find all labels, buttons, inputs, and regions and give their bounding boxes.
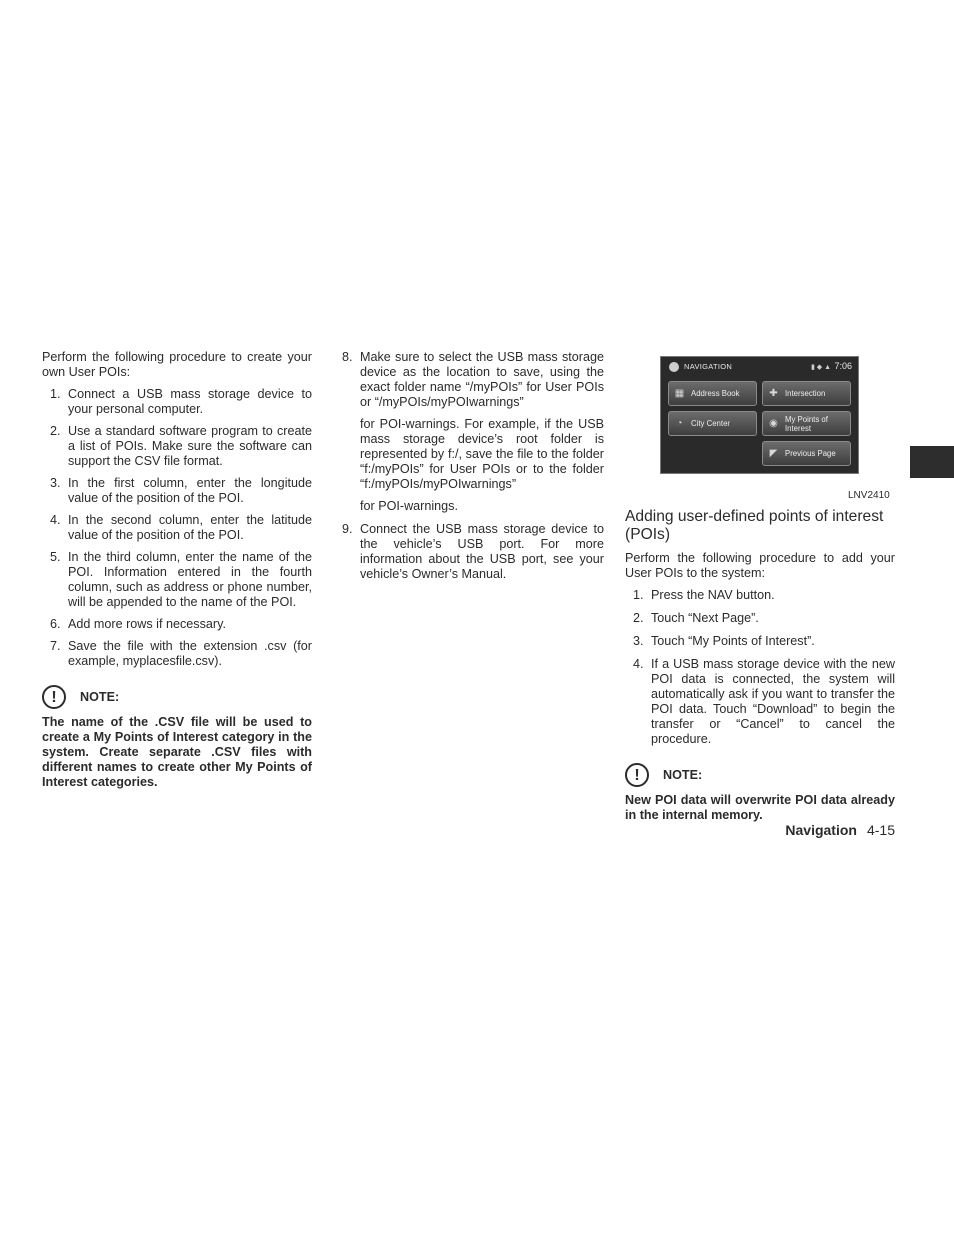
caution-icon: ! (625, 763, 649, 787)
list-item: 2. Touch “Next Page”. (633, 611, 759, 625)
list-item: 3. Touch “My Points of Interest”. (633, 634, 815, 648)
status-icons: ▮ ◆ ▲ (811, 364, 832, 371)
my-points-of-interest-button[interactable]: ◉ My Points of Interest (762, 411, 851, 436)
list-item: 4. In the second column, enter the latitude value of the position of the POI. (50, 513, 312, 542)
caution-icon: ! (42, 685, 66, 709)
figure-code: LNV2410 (848, 490, 890, 501)
list-item: 3. In the first column, enter the longitude value of the position of the POI. (50, 476, 312, 505)
list-item: 2. Use a standard software program to create a list of POIs. Make sure the software can support the CSV file format. (50, 424, 312, 468)
intersection-button[interactable]: ✚ Intersection (762, 381, 851, 406)
address-book-icon: ▦ (674, 388, 685, 399)
note-text: New POI data will overwrite POI data already in the internal memory. (625, 793, 895, 822)
step-text: Connect the USB mass storage device to the vehicle’s USB port. For more information about the USB port, see your vehicle’s Owner’s Manual. (360, 522, 604, 581)
list-item: 9. Connect the USB mass storage device to the vehicle’s USB port. For more information about the USB port, see your vehicle’s Owner’s Manual. (342, 522, 604, 581)
note-label: NOTE: (80, 689, 120, 704)
list-item: 4. If a USB mass storage device with the new POI data is connected, the system will automatically ask if you want to transfer the POI data. Touch “Download” to begin the transfer or “Cancel” to cancel the procedure. (633, 657, 895, 746)
list-item: 6. Add more rows if necessary. (50, 617, 226, 631)
step-text: Make sure to select the USB mass storage device as the location to save, using the exact folder name “/myPOIs” for User POIs or “/myPOIs/myPOIwarnings” (360, 350, 604, 409)
note-text: The name of the .CSV file will be used to create a My Points of Interest category in the system. Create separate .CSV files with different names to create other My Points of Interest categories. (42, 715, 312, 789)
create-poi-steps-continued (338, 350, 604, 582)
list-item: 8. Make sure to select the USB mass storage device as the location to save, using the exact folder name “/myPOIs” for User POIs or “/myPOIs/myPOIwarnings” for POI-warnings. For example, if the USB mass storage device’s root folder is represented by f:/, save the file to the folder “f:/myPOIs” for User POIs or to the folder “f:/myPOIs/myPOIwarnings” for POI-warnings. (342, 350, 604, 513)
footer-section: Navigation (785, 822, 857, 838)
left-column (42, 350, 312, 790)
previous-page-icon: ◤ (769, 448, 778, 459)
screen-title: NAVIGATION (684, 362, 733, 371)
note-heading (625, 763, 895, 787)
section-heading: Adding user-defined points of interest (POIs) (625, 508, 884, 543)
list-item: 1. Press the NAV button. (633, 588, 775, 602)
step-text: for POI-warnings. For example, if the USB mass storage device’s root folder is represented by f:/, save the file to the folder “f:/myPOIs” for User POIs or to the folder “f:/myPOIs/myPOIwarnings” (360, 417, 604, 491)
list-item: 5. In the third column, enter the name of the POI. Information entered in the fourth column, such as address or phone number, will be appended to the name of the POI. (50, 550, 312, 609)
middle-column (338, 350, 604, 582)
page-footer (770, 822, 895, 839)
list-item: 1. Connect a USB mass storage device to your personal computer. (50, 387, 312, 416)
screen-time: 7:06 (834, 361, 852, 371)
list-item: 7. Save the file with the extension .csv (for example, myplacesfile.csv). (50, 639, 312, 668)
chapter-tab (910, 446, 954, 478)
right-column (625, 508, 895, 823)
note-label: NOTE: (663, 767, 703, 782)
note-heading (42, 685, 312, 709)
navigation-screen-figure (660, 356, 859, 474)
city-center-button[interactable]: ◔ City Center (668, 411, 757, 436)
step-text: for POI-warnings. (360, 499, 458, 513)
create-poi-steps (42, 387, 312, 669)
page-number: 4-15 (866, 822, 895, 838)
address-book-button[interactable]: ▦ Address Book (668, 381, 757, 406)
navigation-logo-icon (669, 362, 679, 372)
previous-page-button[interactable]: ◤ Previous Page (762, 441, 851, 466)
screen-header (661, 357, 858, 377)
poi-pin-icon: ◉ (769, 418, 778, 429)
add-poi-steps (625, 588, 895, 747)
intro-paragraph: Perform the following procedure to create your own User POIs: (42, 350, 312, 379)
city-center-icon: ◔ (676, 418, 683, 429)
intro-paragraph: Perform the following procedure to add your User POIs to the system: (625, 551, 895, 580)
intersection-icon: ✚ (769, 388, 778, 399)
